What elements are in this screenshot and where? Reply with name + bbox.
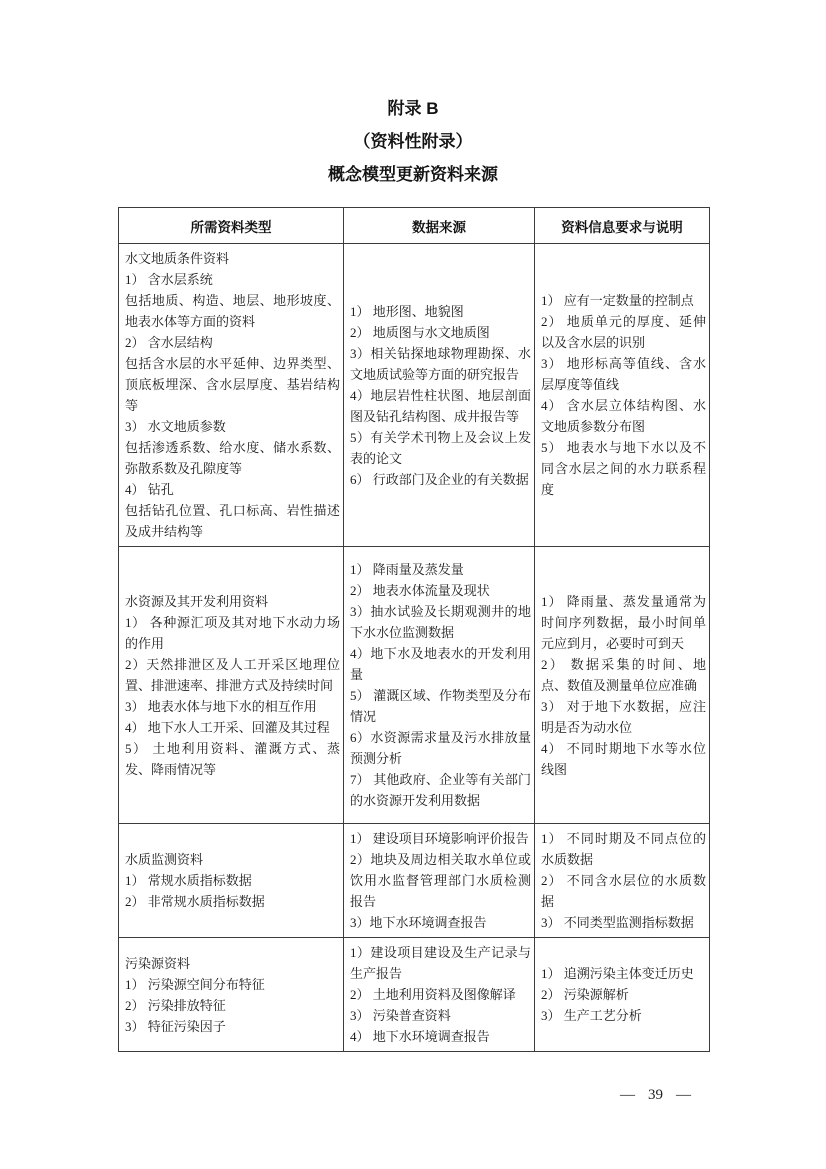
cell-line: 2） 污染排放特征 [125,997,226,1013]
cell-line: 2）地块及周边相关取水单位或饮用水监督管理部门水质检测报告 [350,852,531,909]
cell-line: 4）地层岩性柱状图、地层剖面图及钻孔结构图、成井报告等 [350,387,531,424]
cell-line: 1） 建设项目环境影响评价报告 [350,831,529,846]
cell-line: 3） 水文地质参数 [125,419,226,434]
cell-line: 2） 数据采集的时间、地点、数值及测量单位应准确 [541,656,706,693]
cell-line: 5） 地表水与地下水以及不同含水层之间的水力联系程度 [541,440,706,497]
cell-line: 5）有关学术刊物上及会议上发表的论文 [350,429,531,466]
table-header-row [119,208,710,244]
cell-requirements [535,547,710,824]
page-title: 概念模型更新资料来源 [328,165,498,184]
cell-data-source [344,244,535,547]
cell-line: 2） 非常规水质指标数据 [125,894,265,909]
cell-requirements [535,824,710,938]
cell-line: 4） 含水层立体结构图、水文地质参数分布图 [541,398,706,434]
cell-line: 1） 污染源空间分布特征 [125,976,265,992]
header-requirements: 资料信息要求与说明 [535,208,710,244]
appendix-subtitle: （资料性附录） [353,132,473,151]
cell-line: 2） 含水层结构 [125,335,213,350]
cell-line: 1） 不同时期及不同点位的水质数据 [541,831,706,867]
cell-line: 6） 行政部门及企业的有关数据 [350,471,529,487]
appendix-label: 附录 B [387,99,439,118]
cell-line: 6）水资源需求量及污水排放量预测分析 [350,730,531,766]
table-row [119,824,710,938]
cell-line: 5） 灌溉区域、作物类型及分布情况 [350,688,531,724]
cell-line: 4） 钻孔 [125,482,174,497]
cell-line: 1） 地形图、地貌图 [350,303,464,319]
cell-line: 3） 对于地下水数据，应注明是否为动水位 [541,698,706,735]
cell-line: 3）地下水环境调查报告 [350,915,487,930]
cell-line: 2）天然排泄区及人工开采区地理位置、排泄速率、排泄方式及持续时间 [125,656,340,693]
header-required-type: 所需资料类型 [119,208,344,244]
cell-line: 包括地质、构造、地层、地形坡度、地表水体等方面的资料 [125,293,340,329]
cell-line: 1） 应有一定数量的控制点 [541,293,694,308]
cell-data-source [344,824,535,938]
cell-line: 2） 地表水体流量及现状 [350,583,490,598]
cell-line: 3） 生产工艺分析 [541,1008,642,1023]
table-row [119,547,710,824]
cell-line: 2） 污染源解析 [541,987,629,1002]
page-number-right-dash: — [676,1087,691,1103]
title-block [0,92,826,191]
cell-line: 4）地下水及地表水的开发利用量 [350,646,531,682]
table-row [119,244,710,547]
cell-data-source [344,938,535,1052]
cell-line: 4） 地下水人工开采、回灌及其过程 [125,719,330,735]
cell-line: 3）抽水试验及长期观测井的地下水水位监测数据 [350,604,531,640]
cell-line: 4） 地下水环境调查报告 [350,1029,490,1044]
cell-required-type [119,938,344,1052]
cell-line: 1） 降雨量、蒸发量通常为时间序列数据，最小时间单元应到月，必要时可到天 [541,593,706,651]
cell-line: 1） 追溯污染主体变迁历史 [541,966,694,981]
cell-required-type [119,547,344,824]
page-number-left-dash: — [620,1087,635,1103]
cell-line: 3） 地形标高等值线、含水层厚度等值线 [541,356,706,392]
cell-required-type [119,824,344,938]
table-row [119,938,710,1052]
cell-line: 3） 特征污染因子 [125,1018,226,1034]
cell-line: 水质监测资料 [125,852,204,867]
page-number-value: 39 [648,1087,663,1103]
cell-line: 1）建设项目建设及生产记录与生产报告 [350,945,531,981]
cell-line: 水文地质条件资料 [125,251,230,266]
cell-requirements [535,938,710,1052]
cell-line: 1） 降雨量及蒸发量 [350,562,464,577]
cell-data-source [344,547,535,824]
cell-line: 1） 常规水质指标数据 [125,873,252,888]
cell-line: 3） 污染普查资料 [350,1008,451,1023]
cell-line: 3） 不同类型监测指标数据 [541,915,694,930]
cell-line: 4） 不同时期地下水等水位线图 [541,740,706,777]
cell-line: 水资源及其开发利用资料 [125,593,269,609]
cell-line: 1） 含水层系统 [125,272,213,287]
cell-line: 3）相关钻探地球物理勘探、水文地质试验等方面的研究报告 [350,345,531,382]
cell-line: 1） 各种源汇项及其对地下水动力场的作用 [125,614,340,651]
cell-line: 污染源资料 [125,955,191,971]
cell-line: 5） 土地利用资料、灌溉方式、蒸发、降雨情况等 [125,740,340,777]
cell-line: 2） 土地利用资料及图像解译 [350,987,516,1002]
cell-line: 包括钻孔位置、孔口标高、岩性描述及成井结构等 [125,503,340,539]
cell-line: 3） 地表水体与地下水的相互作用 [125,698,317,714]
cell-required-type [119,244,344,547]
cell-line: 包括含水层的水平延伸、边界类型、顶底板埋深、含水层厚度、基岩结构等 [125,356,340,413]
cell-requirements [535,244,710,547]
cell-line: 2） 地质图与水文地质图 [350,324,490,340]
data-sources-table [118,207,710,1052]
cell-line: 2） 地质单元的厚度、延伸以及含水层的识别 [541,314,706,350]
cell-line: 7） 其他政府、企业等有关部门的水资源开发利用数据 [350,772,531,808]
header-data-source: 数据来源 [344,208,535,244]
page-number [607,1087,704,1104]
cell-line: 2） 不同含水层位的水质数据 [541,873,706,909]
cell-line: 包括渗透系数、给水度、储水系数、弥散系数及孔隙度等 [125,440,340,476]
